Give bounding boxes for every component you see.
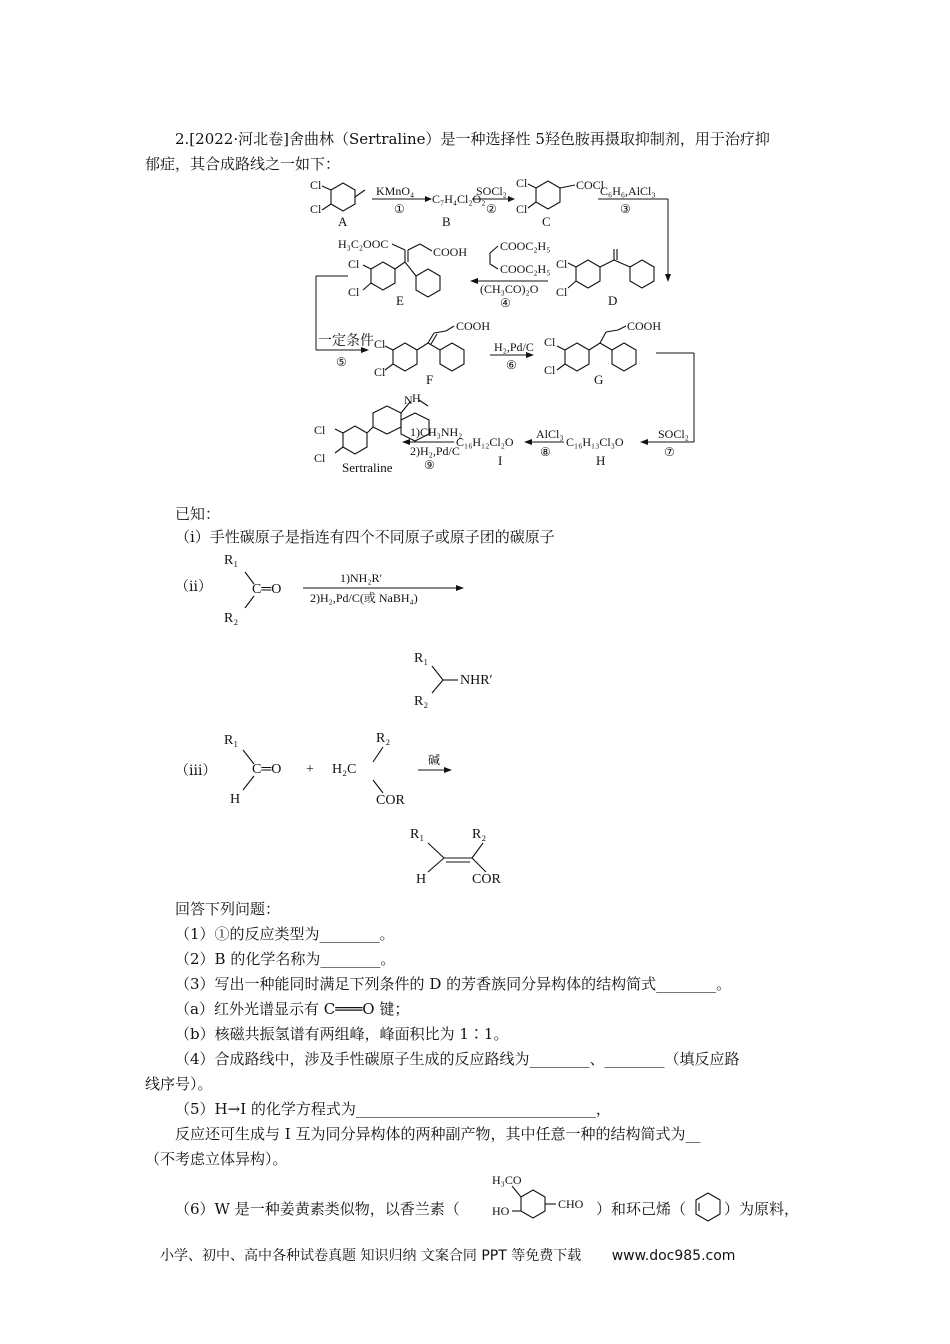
ring-F-right xyxy=(440,343,464,371)
A-cl-bottom: Cl xyxy=(310,202,322,216)
step9-reagent2: 2)H₂,Pd/C xyxy=(410,444,460,458)
G-cl-top: Cl xyxy=(544,335,556,349)
ring-D-left xyxy=(576,260,600,288)
known-ii-R1: R₁ xyxy=(224,553,239,568)
known-iii-cor: COR xyxy=(376,793,405,808)
ring-sertraline-cl xyxy=(343,426,367,454)
question-2: （2）B 的化学名称为________。 xyxy=(175,950,396,968)
step4-reagent-bottom: (CH₃CO)₂O xyxy=(480,282,539,296)
C-cl-bottom: Cl xyxy=(516,202,528,216)
known-iii-reagent: 碱 xyxy=(428,753,441,767)
question-intro-line1: 2.[2022·河北卷]舍曲林（Sertraline）是一种选择性 5羟色胺再摄取抑制剂，用于治疗抑 xyxy=(175,130,770,148)
label-I: I xyxy=(498,453,503,468)
question-5-line2: 反应还可生成与 I 互为同分异构体的两种副产物，其中任意一种的结构简式为__ xyxy=(175,1125,701,1143)
step9-reagent1: 1)CH₃NH₂ xyxy=(410,425,463,439)
B-formula: C₇H₄Cl₂O₂ xyxy=(432,192,486,206)
label-H: H xyxy=(596,453,606,468)
step9-number: ⑨ xyxy=(424,458,435,472)
known-iii-R1: R₁ xyxy=(224,733,239,748)
question-intro-line2: 郁症，其合成路线之一如下： xyxy=(145,155,341,173)
question-3: （3）写出一种能同时满足下列条件的 D 的芳香族同分异构体的结构简式________。 xyxy=(175,975,732,993)
ring-E-left xyxy=(371,262,395,290)
known-iii-prod-R2: R₂ xyxy=(472,827,487,842)
footer-text: 小学、初中、高中各种试卷真题 知识归纳 文案合同 PPT 等免费下载 xyxy=(160,1248,582,1264)
footer-url[interactable]: www.doc985.com xyxy=(611,1248,736,1264)
vanillin-ho: HO xyxy=(492,1204,510,1218)
ring-G-left xyxy=(565,343,589,371)
known-ii-label: （ⅱ） xyxy=(175,580,212,595)
E-acid: COOH xyxy=(433,245,468,259)
sertraline-amine-n: N xyxy=(404,393,413,407)
F-cl-bottom: Cl xyxy=(374,365,386,379)
label-D: D xyxy=(608,293,618,308)
G-acid: COOH xyxy=(627,319,662,333)
step1-number: ① xyxy=(394,202,405,216)
ring-G-right xyxy=(612,343,636,371)
question-4-line2: 线序号）。 xyxy=(145,1075,213,1093)
ring-A xyxy=(331,183,355,211)
ring-F-left xyxy=(393,343,417,371)
sertraline-cl-top: Cl xyxy=(314,423,326,437)
label-C: C xyxy=(542,214,551,229)
ring-D-right xyxy=(630,260,654,288)
label-G: G xyxy=(594,372,604,387)
known-ii-co: C═O xyxy=(252,582,282,597)
E-cl-bottom: Cl xyxy=(348,285,360,299)
known-ii-prod-R1: R₁ xyxy=(414,651,429,666)
question-4-line1: （4）合成路线中，涉及手性碳原子生成的反应路线为________、________（填反应路 xyxy=(175,1050,740,1068)
known-iii-prod-H: H xyxy=(416,872,427,887)
D-cl-top: Cl xyxy=(556,257,568,271)
vanillin-cho: CHO xyxy=(558,1197,584,1211)
known-iii-prod-R1: R₁ xyxy=(410,827,425,842)
step1-reagent: KMnO₄ xyxy=(376,184,415,198)
label-B: B xyxy=(442,214,451,229)
question-3a: （a）红外光谱显示有 C═══O 键； xyxy=(175,1000,410,1018)
label-F: F xyxy=(426,372,434,387)
label-A: A xyxy=(338,214,348,229)
step7-reagent: SOCl₂ xyxy=(658,427,689,441)
question-5-line1: （5）H→I 的化学方程式为________________________________， xyxy=(175,1100,611,1118)
questions-heading: 回答下列问题： xyxy=(175,900,281,918)
step8-number: ⑧ xyxy=(540,445,551,459)
F-acid: COOH xyxy=(456,319,491,333)
known-ii-prod-R2: R₂ xyxy=(414,694,429,709)
question-6-label: （6）W 是一种姜黄素类似物，以香兰素（ xyxy=(175,1200,460,1218)
ring-E-right xyxy=(416,269,440,297)
E-cl-top: Cl xyxy=(348,257,360,271)
I-formula: C₁₆H₁₂Cl₂O xyxy=(456,435,514,449)
cyclohexene-ring xyxy=(696,1193,720,1221)
ring-C xyxy=(536,181,560,209)
known-iii-H: H xyxy=(230,792,241,807)
step5-number: ⑤ xyxy=(336,355,347,369)
C-cocl: COCl xyxy=(576,178,605,192)
step6-reagent: H₂,Pd/C xyxy=(494,340,534,354)
known-ii-prod-group: NHR′ xyxy=(460,673,493,688)
H-formula: C₁₆H₁₃Cl₃O xyxy=(566,435,624,449)
ring-sertraline-aliph xyxy=(373,406,401,434)
sertraline-amine-h: H xyxy=(412,391,421,405)
step2-number: ② xyxy=(486,202,497,216)
label-sertraline: Sertraline xyxy=(342,460,393,475)
known-iii-plus: + xyxy=(306,762,314,777)
known-ii-reagent2: 2)H₂,Pd/C(或 NaBH₄) xyxy=(310,591,418,605)
label-E: E xyxy=(396,293,404,308)
step6-number: ⑥ xyxy=(506,358,517,372)
known-ii-R2: R₂ xyxy=(224,611,239,626)
vanillin-h3co: H₃CO xyxy=(492,1173,522,1187)
E-ester: H₃C₂OOC xyxy=(338,237,389,251)
step5-reagent: 一定条件 xyxy=(318,334,374,349)
known-iii-R2: R₂ xyxy=(376,731,391,746)
question-1: （1）①的反应类型为________。 xyxy=(175,925,395,943)
known-title: 已知： xyxy=(175,505,221,523)
C-cl-top: Cl xyxy=(516,176,528,190)
G-cl-bottom: Cl xyxy=(544,363,556,377)
step7-number: ⑦ xyxy=(664,445,675,459)
question-5-line3: （不考虑立体异构）。 xyxy=(145,1150,288,1168)
question-6-mid: ）和环己烯（ xyxy=(596,1200,687,1218)
vanillin-ring xyxy=(521,1190,545,1218)
step4-reagent-top2: COOC₂H₅ xyxy=(500,262,551,276)
sertraline-cl-bottom: Cl xyxy=(314,451,326,465)
D-cl-bottom: Cl xyxy=(556,285,568,299)
step8-reagent: AlCl₃ xyxy=(536,427,564,441)
step4-reagent-top1: COOC₂H₅ xyxy=(500,239,551,253)
question-3b: （b）核磁共振氢谱有两组峰，峰面积比为 1∶1。 xyxy=(175,1025,509,1043)
question-6-end: ）为原料， xyxy=(724,1200,800,1218)
A-cl-top: Cl xyxy=(310,178,322,192)
known-item1: （ⅰ）手性碳原子是指连有四个不同原子或原子团的碳原子 xyxy=(175,528,555,546)
known-iii-h2c: H₂C xyxy=(332,762,357,777)
known-iii-co: C═O xyxy=(252,762,282,777)
known-iii-label: （ⅲ） xyxy=(175,764,217,779)
known-ii-reagent1: 1)NH₂R′ xyxy=(340,571,383,585)
F-cl-top: Cl xyxy=(374,337,386,351)
step3-reagent: C₆H₆,AlCl₃ xyxy=(600,184,656,198)
step3-number: ③ xyxy=(620,202,631,216)
known-iii-prod-cor: COR xyxy=(472,872,501,887)
footer xyxy=(160,1245,735,1265)
step2-reagent: SOCl₂ xyxy=(476,184,507,198)
step4-number: ④ xyxy=(500,296,511,310)
